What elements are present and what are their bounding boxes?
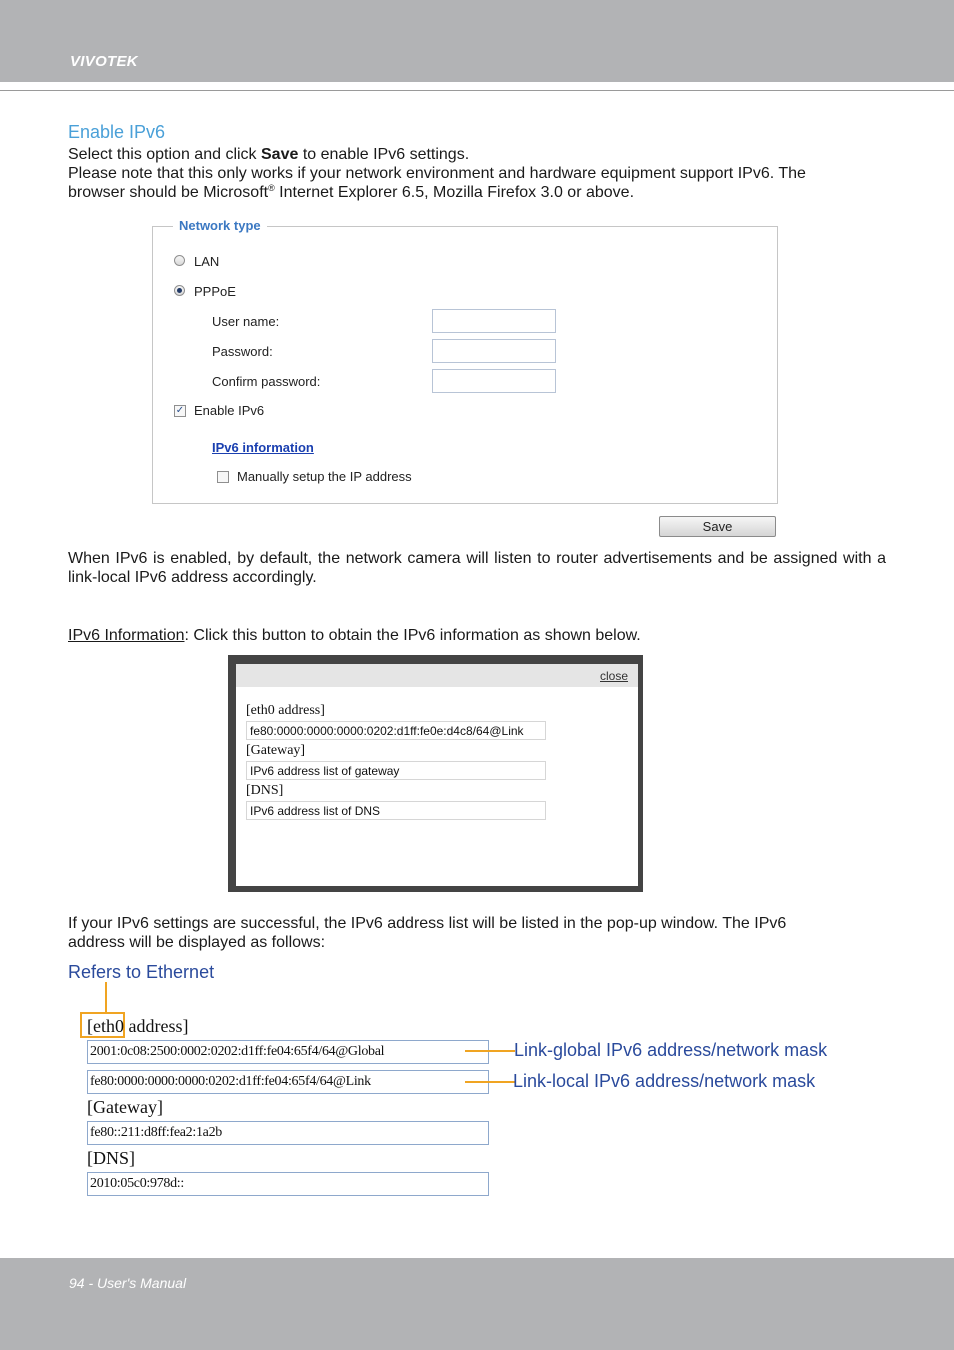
success-line-2: address will be displayed as follows: [68,934,326,951]
manual-setup-checkbox[interactable] [217,471,229,483]
popup-title-bar [236,664,638,687]
popup-eth0-field: fe80:0000:0000:0000:0202:d1ff:fe0e:d4c8/64@Link [246,721,546,740]
intro-line-2: Please note that this only works if your network environment and hardware equipment support IPv6. The [68,165,806,182]
ipv6-information-link[interactable]: IPv6 information [212,440,314,455]
ipv6-info-paragraph: IPv6 Information: Click this button to obtain the IPv6 information as shown below. [68,627,641,644]
intro-line-1: Select this option and click Save to enable IPv6 settings. [68,146,470,163]
lan-radio[interactable] [174,255,185,266]
popup-dns-field: IPv6 address list of DNS [246,801,546,820]
popup-gateway-field: IPv6 address list of gateway [246,761,546,780]
lan-label: LAN [194,254,220,269]
pppoe-radio[interactable] [174,285,185,296]
global-address-annotation: Link-global IPv6 address/network mask [514,1040,828,1060]
ethernet-callout-line [105,982,107,1013]
ipv6-info-term: IPv6 Information [68,627,185,644]
local-address-annotation: Link-local IPv6 address/network mask [513,1071,816,1091]
confirm-password-input[interactable] [432,369,556,393]
network-type-panel [152,226,778,504]
password-label: Password: [212,344,273,359]
save-button[interactable]: Save [659,516,776,537]
username-input[interactable] [432,309,556,333]
confirm-password-label: Confirm password: [212,374,321,389]
popup-dns-label: [DNS] [246,783,284,798]
global-callout-line [465,1050,515,1052]
popup-gateway-label: [Gateway] [246,743,306,758]
brand-logo: VIVOTEK [70,53,138,70]
example-eth0-label: [eth0 address] [87,1016,189,1036]
example-dns-label: [DNS] [87,1148,135,1168]
success-line-1: If your IPv6 settings are successful, the IPv6 address list will be listed in the pop-up window. The IPv6 [68,915,787,932]
username-label: User name: [212,314,280,329]
popup-close-link[interactable]: close [600,669,629,683]
page-number: 94 - User's Manual [69,1275,187,1291]
ipv6-enabled-paragraph: When IPv6 is enabled, by default, the network camera will listen to router advertisements and be assigned with a link-local IPv6 address accordingly. [68,550,886,586]
example-link-address-field: fe80:0000:0000:0000:0202:d1ff:fe04:65f4/64@Link [87,1070,489,1094]
manual-setup-label: Manually setup the IP address [237,469,412,484]
header-divider [0,90,954,91]
example-global-address-field: 2001:0c08:2500:0002:0202:d1ff:fe04:65f4/64@Global [87,1040,489,1064]
popup-eth0-label: [eth0 address] [246,703,325,718]
example-dns-field: 2010:05c0:978d:: [87,1172,489,1196]
pppoe-label: PPPoE [194,284,236,299]
enable-ipv6-label: Enable IPv6 [194,403,265,418]
intro-line-3: browser should be Microsoft® Internet Explorer 6.5, Mozilla Firefox 3.0 or above. [68,183,635,201]
network-type-legend: Network type [173,218,267,233]
local-callout-line [465,1081,515,1083]
example-gateway-field: fe80::211:d8ff:fea2:1a2b [87,1121,489,1145]
example-gateway-label: [Gateway] [87,1097,163,1117]
page-header [0,0,954,82]
refers-to-ethernet-annotation: Refers to Ethernet [68,962,215,982]
page-footer [0,1258,954,1350]
section-title: Enable IPv6 [68,122,166,142]
password-input[interactable] [432,339,556,363]
enable-ipv6-checkbox[interactable]: ✓ [175,405,185,416]
